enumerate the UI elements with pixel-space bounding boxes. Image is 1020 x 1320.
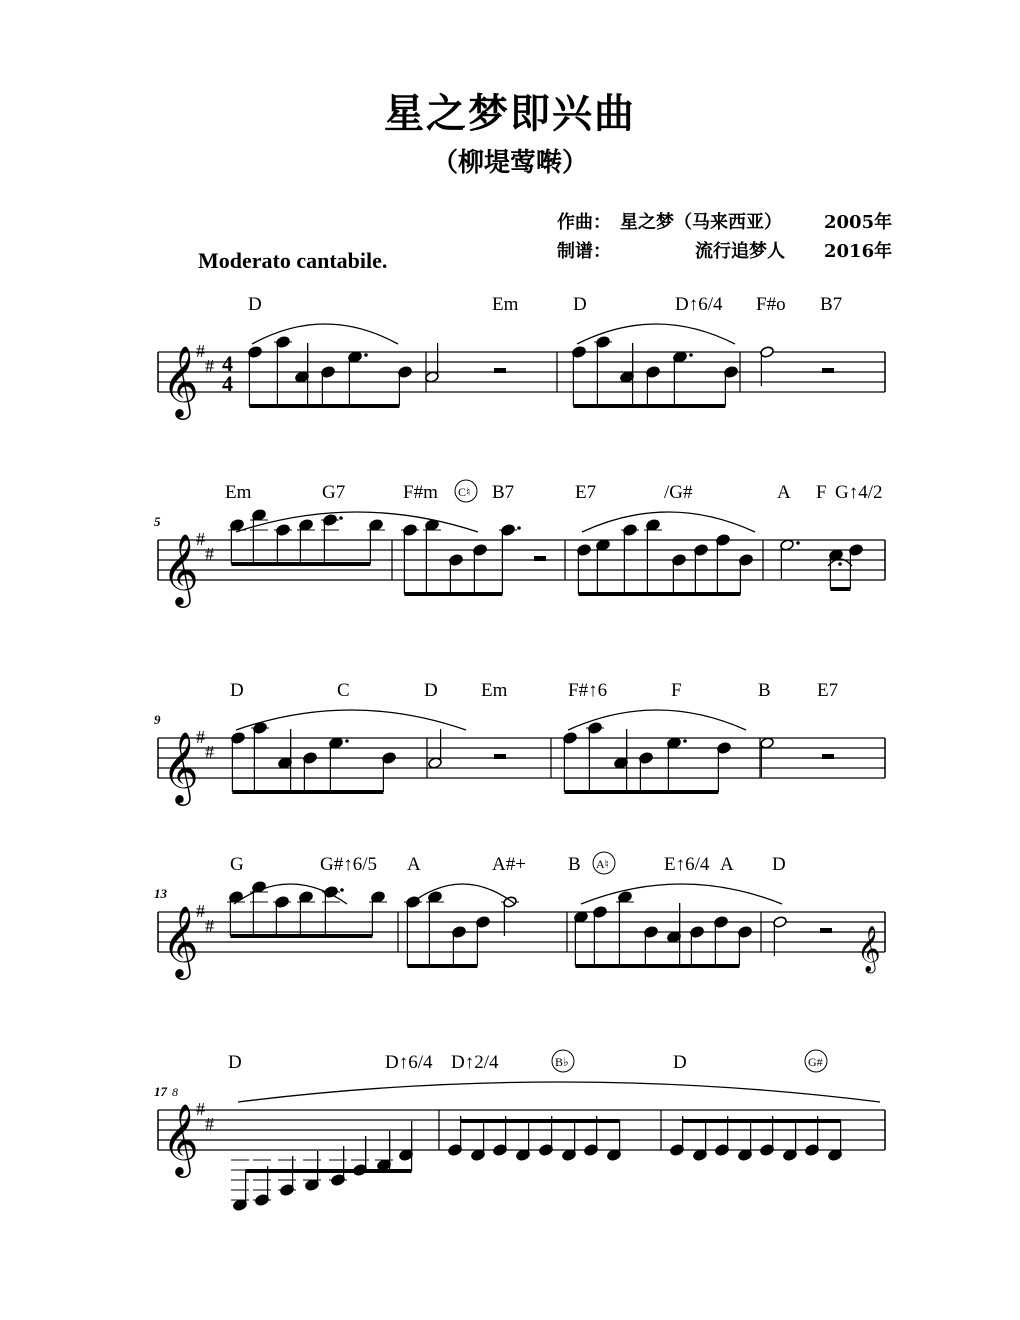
augmentation-dot (796, 541, 800, 545)
augmentation-dot (683, 739, 687, 743)
rest-icon (822, 368, 834, 373)
chord-symbol: G7 (322, 482, 346, 503)
courtesy-clef-icon: 𝄞 (857, 926, 881, 971)
chord-symbol: B7 (492, 482, 515, 503)
chord-symbol: G#↑6/5 (320, 854, 377, 875)
chord-symbol: A♮ (596, 857, 609, 871)
rest-icon (494, 368, 506, 373)
chord-symbol: C (337, 680, 350, 701)
treble-clef-icon: 𝄞 (162, 1106, 199, 1174)
chord-symbol: A (407, 854, 421, 875)
measure-number: 13 (154, 886, 167, 901)
rest-icon (534, 556, 546, 561)
key-sharp-icon: # (196, 727, 205, 747)
key-sharp-icon: # (205, 916, 214, 936)
chord-symbol: Em (225, 482, 252, 503)
chord-symbol: Em (492, 294, 519, 315)
augmentation-dot (345, 739, 349, 743)
chord-symbol: G (230, 854, 244, 875)
key-sharp-icon: # (196, 529, 205, 549)
augmentation-dot (340, 888, 344, 892)
key-sharp-icon: # (205, 544, 214, 564)
measure-number: 9 (154, 712, 161, 727)
composer-label: 作曲： (557, 212, 611, 233)
chord-symbol: B♭ (555, 1055, 569, 1069)
treble-clef-icon: 𝄞 (162, 536, 199, 604)
arranger-year: 2016年 (824, 241, 893, 262)
chord-symbol: D (673, 1052, 687, 1073)
chord-symbol: F (816, 482, 827, 503)
chord-symbol: C♮ (458, 485, 471, 499)
slur (252, 324, 398, 344)
slur (238, 1082, 880, 1102)
chord-symbol: G↑4/2 (835, 482, 883, 503)
rest-icon (820, 928, 832, 933)
key-sharp-icon: # (196, 901, 205, 921)
measure-number: 17 (154, 1084, 167, 1099)
score-subtitle: （柳堤莺啭） (431, 148, 588, 178)
chord-symbol: F#m (403, 482, 438, 503)
arranger-label: 制谱： (557, 241, 611, 262)
chord-symbol: B (758, 680, 771, 701)
chord-symbol: D↑6/4 (675, 294, 723, 315)
fermata-icon (838, 562, 842, 566)
chord-symbol: D↑6/4 (385, 1052, 433, 1073)
chord-symbol: A (720, 854, 734, 875)
key-sharp-icon: # (205, 742, 214, 762)
chord-symbol: D (772, 854, 786, 875)
chord-symbol: E↑6/4 (664, 854, 710, 875)
measure-number: 5 (154, 514, 161, 529)
chord-symbol: D↑2/4 (451, 1052, 499, 1073)
chord-symbol: /G# (664, 482, 693, 503)
chord-symbol: F#o (756, 294, 786, 315)
chord-symbol: G# (808, 1055, 823, 1069)
chord-symbol: B7 (820, 294, 843, 315)
chord-symbol: E7 (575, 482, 597, 503)
slur (410, 884, 515, 904)
augmentation-dot (364, 353, 368, 357)
chord-symbol: D (228, 1052, 242, 1073)
composer-name: 星之梦（马来西亚） (620, 212, 782, 233)
chord-symbol: A#+ (492, 854, 526, 875)
tempo-marking: Moderato cantabile. (198, 248, 388, 273)
time-signature-top: 4 (222, 351, 233, 376)
score-title: 星之梦即兴曲 (384, 90, 636, 137)
slur (581, 884, 782, 904)
chord-symbol: D (248, 294, 262, 315)
rest-icon (494, 754, 506, 759)
arranger-name: 流行追梦人 (695, 241, 785, 262)
chord-symbol: A (777, 482, 791, 503)
chord-symbol: Em (481, 680, 508, 701)
treble-clef-icon: 𝄞 (162, 348, 199, 416)
chord-symbol: D (573, 294, 587, 315)
key-sharp-icon: # (196, 1099, 205, 1119)
slur (582, 512, 755, 532)
key-sharp-icon: # (205, 356, 214, 376)
chord-symbol: D (230, 680, 244, 701)
treble-clef-icon: 𝄞 (162, 734, 199, 802)
chord-symbol: B (568, 854, 581, 875)
key-sharp-icon: # (205, 1114, 214, 1134)
slur (236, 512, 478, 532)
treble-clef-icon: 𝄞 (162, 908, 199, 976)
composer-year: 2005年 (824, 212, 893, 233)
rest-icon (822, 754, 834, 759)
slur (236, 710, 466, 730)
augmentation-dot (517, 526, 521, 530)
time-signature-bottom: 4 (222, 371, 233, 396)
chord-symbol: F#↑6 (568, 680, 608, 701)
key-sharp-icon: # (196, 341, 205, 361)
ottava-mark: 8 (172, 1085, 178, 1099)
chord-symbol: D (424, 680, 438, 701)
chord-symbol: F (671, 680, 682, 701)
augmentation-dot (339, 516, 343, 520)
chord-symbol: E7 (817, 680, 839, 701)
augmentation-dot (689, 353, 693, 357)
